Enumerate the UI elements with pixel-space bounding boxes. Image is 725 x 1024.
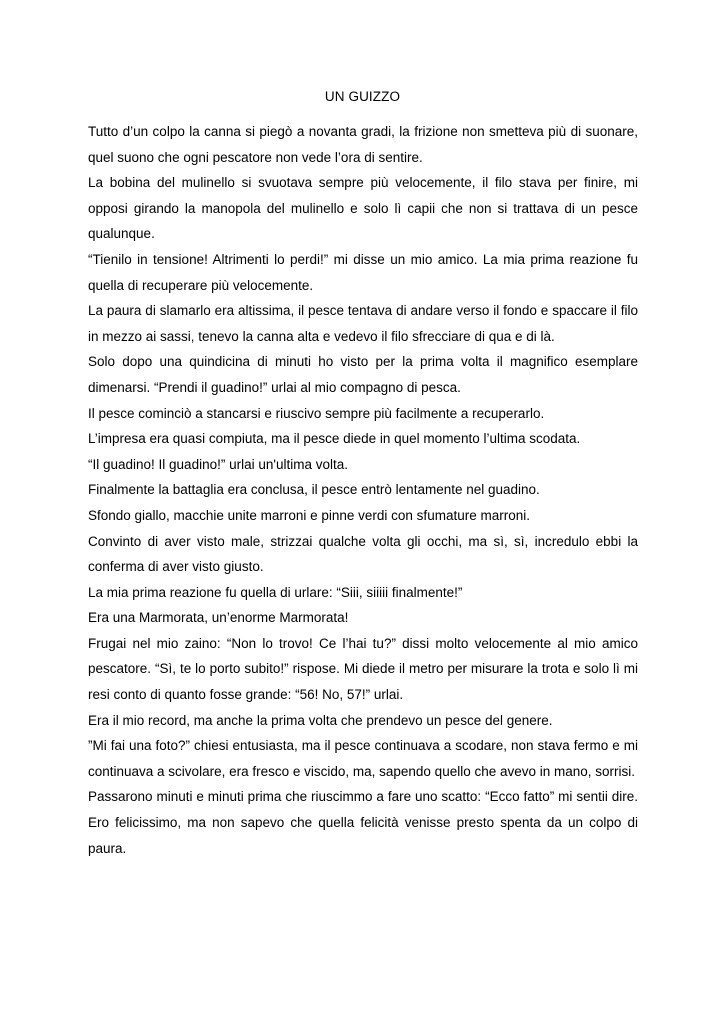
paragraph: La bobina del mulinello si svuotava sempre più velocemente, il filo stava per finire, mi opposi girando la manopola del mulinello e solo lì capii che non si trattava di un pesce qualunque. <box>88 175 638 242</box>
paragraph: Frugai nel mio zaino: “Non lo trovo! Ce l’hai tu?” dissi molto velocemente al mio amico pescatore. “Sì, te lo porto subito!” rispose. Mi diede il metro per misurare la trota e solo lì mi resi conto di quanto fosse grande: “56! No, 57!” urlai. <box>88 635 638 703</box>
paragraph: “Tienilo in tensione! Altrimenti lo perdi!” mi disse un mio amico. La mia prima reazione fu quella di recuperare più velocemente. <box>88 251 638 293</box>
paragraph: Era una Marmorata, un’enorme Marmorata! <box>88 610 349 626</box>
document-body <box>88 119 638 861</box>
paragraph: Solo dopo una quindicina di minuti ho visto per la prima volta il magnifico esemplare dimenarsi. “Prendi il guadino!” urlai al mio compagno di pesca. <box>88 354 638 395</box>
paragraph: ”Mi fai una foto?” chiesi entusiasta, ma il pesce continuava a scodare, non stava fermo e mi continuava a scivolare, era fresco e viscido, ma, sapendo quello che avevo in mano, sorrisi. <box>88 738 638 779</box>
paragraph: La paura di slamarlo era altissima, il pesce tentava di andare verso il fondo e spaccare il filo in mezzo ai sassi, tenevo la canna alta e vedevo il filo sfrecciare di qua e di là. <box>88 303 638 344</box>
paragraph: Convinto di aver visto male, strizzai qualche volta gli occhi, ma sì, sì, incredulo ebbi la conferma di aver visto giusto. <box>88 533 638 575</box>
paragraph: L’impresa era quasi compiuta, ma il pesce diede in quel momento l’ultima scodata. <box>88 431 581 447</box>
paragraph: “Il guadino! Il guadino!” urlai un'ultima volta. <box>88 456 348 472</box>
paragraph: Passarono minuti e minuti prima che riuscimmo a fare uno scatto: “Ecco fatto” mi sentii dire. Ero felicissimo, ma non sapevo che quella felicità venisse presto spenta da un colpo di paura. <box>88 789 638 856</box>
paragraph: Il pesce cominciò a stancarsi e riuscivo sempre più facilmente a recuperarlo. <box>88 405 545 421</box>
paragraph: Sfondo giallo, macchie unite marroni e pinne verdi con sfumature marroni. <box>88 507 530 523</box>
paragraph: Tutto d’un colpo la canna si piegò a novanta gradi, la frizione non smetteva più di suonare, quel suono che ogni pescatore non vede l’ora di sentire. <box>88 124 638 165</box>
paragraph: La mia prima reazione fu quella di urlare: “Siii, siiiii finalmente!” <box>88 584 463 600</box>
paragraph: Finalmente la battaglia era conclusa, il pesce entrò lentamente nel guadino. <box>88 482 540 498</box>
document-title: UN GUIZZO <box>324 89 401 104</box>
paragraph: Era il mio record, ma anche la prima volta che prendevo un pesce del genere. <box>88 712 553 728</box>
